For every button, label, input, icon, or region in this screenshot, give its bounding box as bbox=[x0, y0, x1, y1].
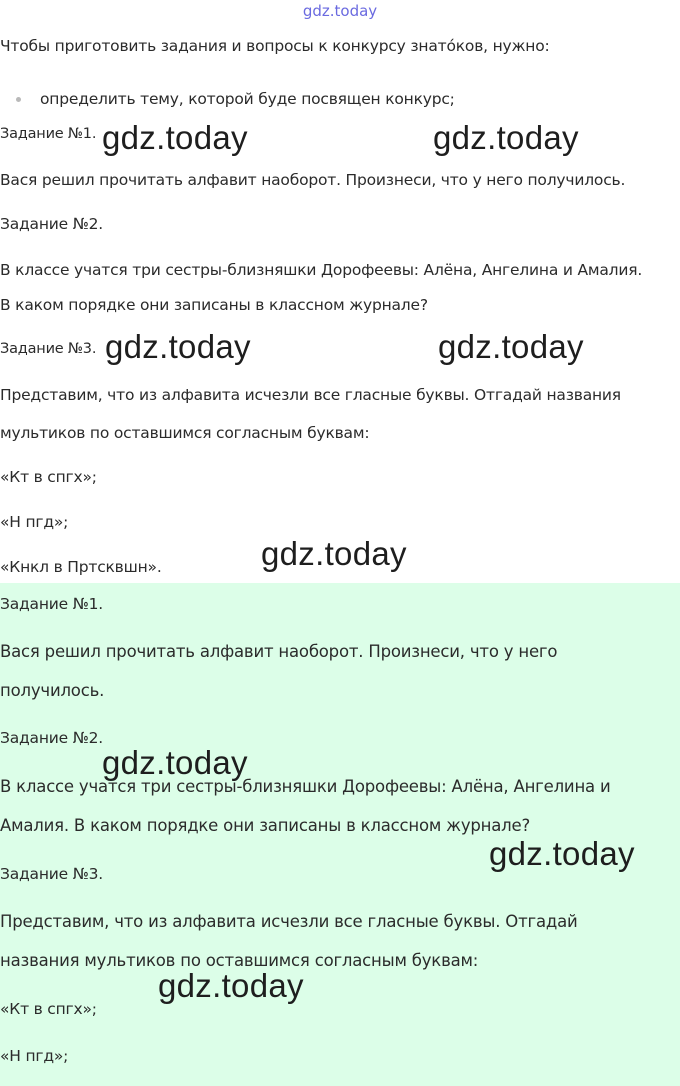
task2-text-line1: В классе учатся три сестры-близняшки Дорофеевы: Алёна, Ангелина и bbox=[0, 777, 611, 796]
task1-text-line2: получилось. bbox=[0, 681, 105, 700]
watermark: gdz.today bbox=[489, 835, 635, 872]
task1-title: Задание №1. bbox=[0, 595, 104, 613]
task1-text-line1: Вася решил прочитать алфавит наоборот. Произнеси, что у него bbox=[0, 642, 558, 661]
task2-title: Задание №2. bbox=[0, 729, 104, 747]
task2-title: Задание №2. bbox=[0, 215, 104, 233]
task3-text-line2: мультиков по оставшимся согласным буквам: bbox=[0, 424, 370, 442]
task3-text-line2: названия мультиков по оставшимся согласным буквам: bbox=[0, 951, 479, 970]
watermark: gdz.today bbox=[158, 967, 304, 1004]
task2-text-line2: Амалия. В каком порядке они записаны в классном журнале? bbox=[0, 816, 531, 835]
task2-text-line1: В классе учатся три сестры-близняшки Дорофеевы: Алёна, Ангелина и Амалия. bbox=[0, 261, 643, 279]
cartoon-item: «Н пгд»; bbox=[0, 513, 69, 531]
task3-title: Задание №3. bbox=[0, 341, 97, 357]
watermark: gdz.today bbox=[433, 119, 579, 156]
task3-text-line1: Представим, что из алфавита исчезли все гласные буквы. Отгадай названия bbox=[0, 386, 621, 404]
cartoon-item: «Кт в спгх»; bbox=[0, 468, 97, 486]
cartoon-item: «Кт в спгх»; bbox=[0, 1000, 97, 1018]
task2-text-line2: В каком порядке они записаны в классном журнале? bbox=[0, 296, 428, 314]
watermark: gdz.today bbox=[105, 328, 251, 365]
cartoon-item: «Н пгд»; bbox=[0, 1047, 69, 1065]
task3-text-line1: Представим, что из алфавита исчезли все гласные буквы. Отгадай bbox=[0, 912, 578, 931]
header-watermark: gdz.today bbox=[302, 2, 378, 20]
task1-text: Вася решил прочитать алфавит наоборот. Произнеси, что у него получилось. bbox=[0, 171, 626, 189]
cartoon-item: «Кнкл в Пртсквшн». bbox=[0, 558, 162, 576]
task3-title: Задание №3. bbox=[0, 865, 104, 883]
intro-text: Чтобы приготовить задания и вопросы к конкурсу знатóков, нужно: bbox=[0, 37, 550, 55]
task1-title: Задание №1. bbox=[0, 126, 97, 142]
bullet-item: определить тему, которой буде посвящен конкурс; bbox=[40, 90, 455, 108]
watermark: gdz.today bbox=[102, 119, 248, 156]
watermark: gdz.today bbox=[102, 744, 248, 781]
watermark: gdz.today bbox=[438, 328, 584, 365]
bullet-dot-icon bbox=[16, 97, 21, 102]
watermark: gdz.today bbox=[261, 535, 407, 572]
